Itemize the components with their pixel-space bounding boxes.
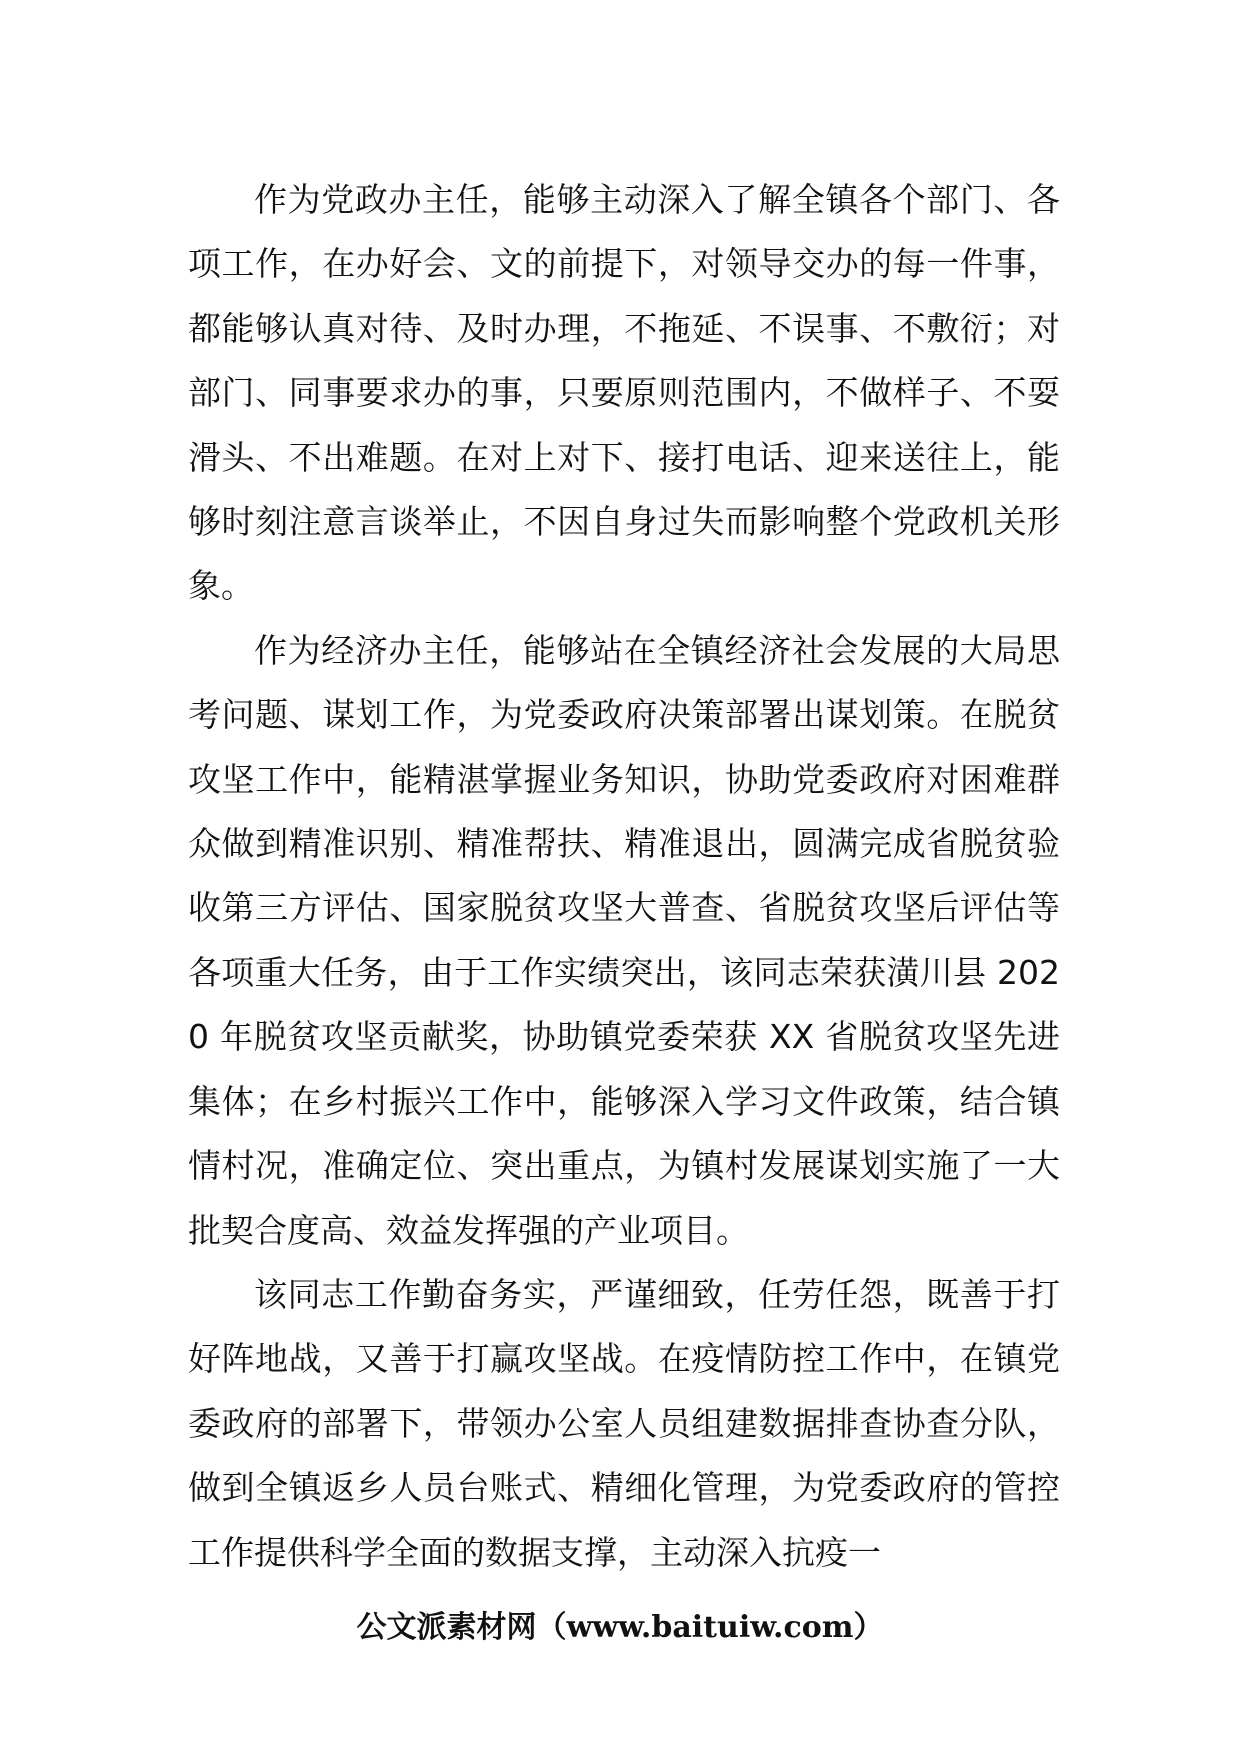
paragraph-economic-office: 作为经济办主任，能够站在全镇经济社会发展的大局思考问题、谋划工作，为党委政府决策部署出谋划策。在脱贫攻坚工作中，能精湛掌握业务知识，协助党委政府对困难群众做到精准识别、精准帮扶、精准退出，圆满完成省脱贫验收第三方评估、国家脱贫攻坚大普查、省脱贫攻坚后评估等各项重大任务，由于工作实绩突出，该同志荣获潢川县 2020 年脱贫攻坚贡献奖，协助镇党委荣获 XX 省脱贫攻坚先进集体；在乡村振兴工作中，能够深入学习文件政策，结合镇情村况，准确定位、突出重点，为镇村发展谋划实施了一大批契合度高、效益发挥强的产业项目。 — [188, 630, 1060, 1250]
paragraph-party-office: 作为党政办主任，能够主动深入了解全镇各个部门、各项工作，在办好会、文的前提下，对领导交办的每一件事，都能够认真对待、及时办理，不拖延、不误事、不敷衍；对部门、同事要求办的事，只要原则范围内，不做样子、不耍滑头、不出难题。在对上对下、接打电话、迎来送往上，能够时刻注意言谈举止，不因自身过失而影响整个党政机关形象。 — [188, 180, 1060, 606]
footer-watermark-text: 公文派素材网（www.baituiw.com） — [356, 1610, 884, 1645]
paragraph-work-attitude: 该同志工作勤奋务实，严谨细致，任劳任怨，既善于打好阵地战，又善于打赢攻坚战。在疫情防控工作中，在镇党委政府的部署下，带领办公室人员组建数据排查协查分队，做到全镇返乡人员台账式、精细化管理，为党委政府的管控工作提供科学全面的数据支撑，主动深入抗疫一 — [188, 1274, 1060, 1572]
document-body — [188, 168, 1060, 1585]
